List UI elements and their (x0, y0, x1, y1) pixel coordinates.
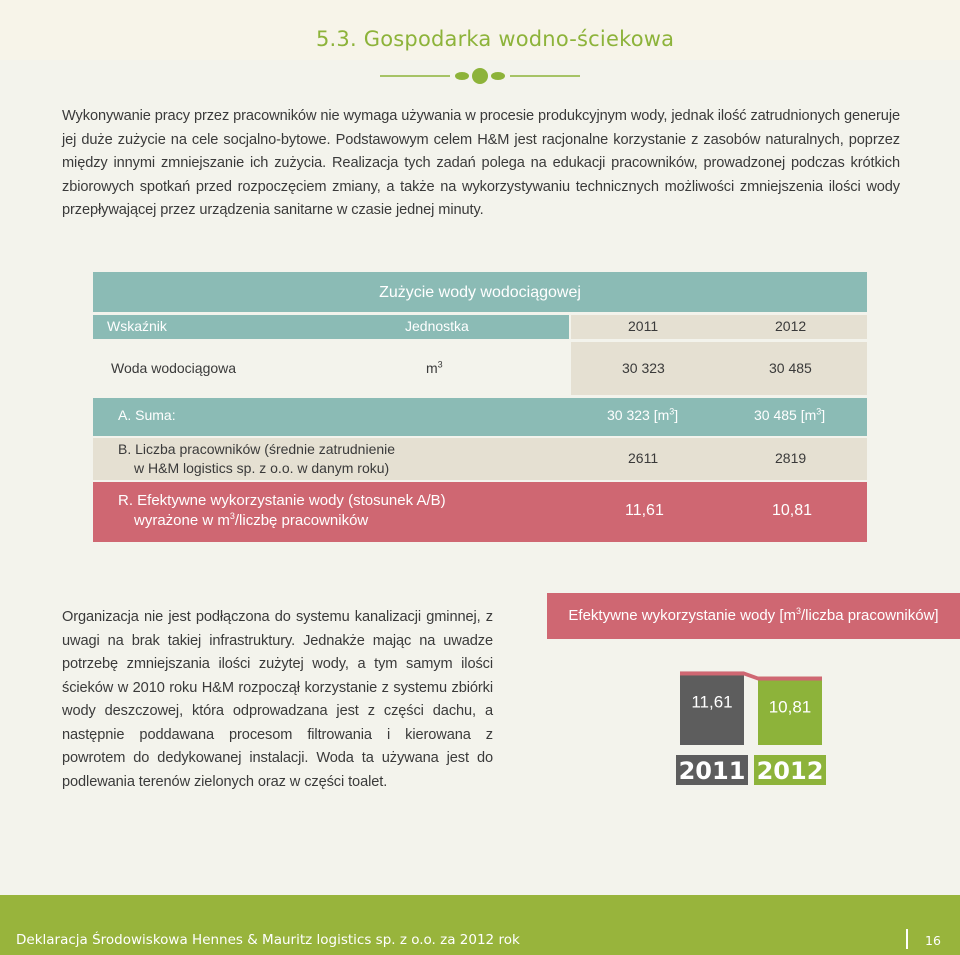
header-2012: 2012 (775, 318, 807, 334)
efficiency-label: R. Efektywne wykorzystanie wody (stosunek A/B) wyrażone w $m^3$/liczbę pracowników (118, 492, 446, 529)
header-2011: 2011 (628, 318, 659, 334)
bar-cap-2011 (680, 671, 744, 675)
water-unit: $m^3$ (426, 359, 443, 376)
water-row-values-bg (571, 342, 867, 395)
footer-separator (906, 929, 908, 949)
trend-connector (744, 671, 758, 680)
header-unit: Jednostka (405, 318, 469, 334)
employees-2012: 2819 (775, 450, 807, 466)
bar-value-label-2011: 11,61 (691, 692, 733, 712)
bar-value-label-2012: 10,81 (768, 697, 812, 717)
table-title: Zużycie wody wodociągowej (93, 272, 867, 312)
efficiency-2011: 11,61 (625, 502, 664, 519)
water-2012: 30 485 (769, 360, 812, 376)
bar-cap-2012 (758, 677, 822, 681)
employees-label: B. Liczba pracowników (średnie zatrudnienie w H&M logistics sp. z o.o. w danym roku) (118, 441, 396, 476)
leaf-ornament-icon (380, 64, 580, 88)
intro-paragraph: Wykonywanie pracy przez pracowników nie wymaga używania w procesie produkcyjnym wody, jednak ilość zatrudnionych generuje jej duże zużycie na cele socjalno-bytowe. Podstawowym celem H&M jest racjonalne korzystanie z zasobów naturalnych, poprzez między innymi zmniejszanie ich zużycia. Realizacja tych zadań polega na edukacji pracowników, prowadzonej podczas krótkich zbiorowych spotkań przed rozpoczęciem zmiany, a także na wykorzystywaniu technicznych możliwości zmniejszenia ilości wody przepływającej przez urządzenia sanitarne w czasie jednej minuty. (62, 108, 900, 218)
sum-label: A. Suma: (118, 407, 176, 423)
water-2011: 30 323 (622, 360, 665, 376)
sum-row (93, 398, 867, 436)
page-number: 16 (925, 933, 941, 948)
chart-title: Efektywne wykorzystanie wody [$m^3$/liczba pracowników] (547, 593, 960, 639)
category-label-2011: 2011 (678, 757, 746, 785)
table-header-years-bg (571, 315, 867, 339)
sum-2011: 30 323 $[m^3]$ (607, 406, 679, 423)
water-consumption-table (93, 272, 867, 542)
footer-bar (0, 895, 960, 955)
header-indicator: Wskaźnik (107, 318, 167, 334)
water-label: Woda wodociągowa (111, 360, 237, 376)
bar-chart-svg (547, 639, 960, 815)
category-label-2012: 2012 (756, 757, 824, 785)
employees-2011: 2611 (628, 450, 659, 466)
sum-2012: 30 485 $[m^3]$ (754, 406, 826, 423)
section-title: 5.3. Gospodarka wodno-ściekowa (316, 27, 675, 51)
efficiency-2012: 10,81 (772, 502, 813, 519)
footer-text: Deklaracja Środowiskowa Hennes & Mauritz logistics sp. z o.o. za 2012 rok (16, 932, 520, 948)
efficiency-chart (547, 593, 960, 815)
body-paragraph: Organizacja nie jest podłączona do systemu kanalizacji gminnej, z uwagi na brak takiej infrastruktury. Jednakże mając na uwadze potrzebę zmniejszania ilości zużytej wody, a tym samym ilości ścieków w 2010 roku H&M rozpoczął korzystanie z systemu zbiórki wody deszczowej, która odprowadzana jest z części dachu, a następnie poddawana procesom filtrowania i kierowana z powrotem do dedykowanej instalacji. Woda ta używana jest do podlewania terenów zielonych oraz w części toalet. (62, 609, 493, 790)
